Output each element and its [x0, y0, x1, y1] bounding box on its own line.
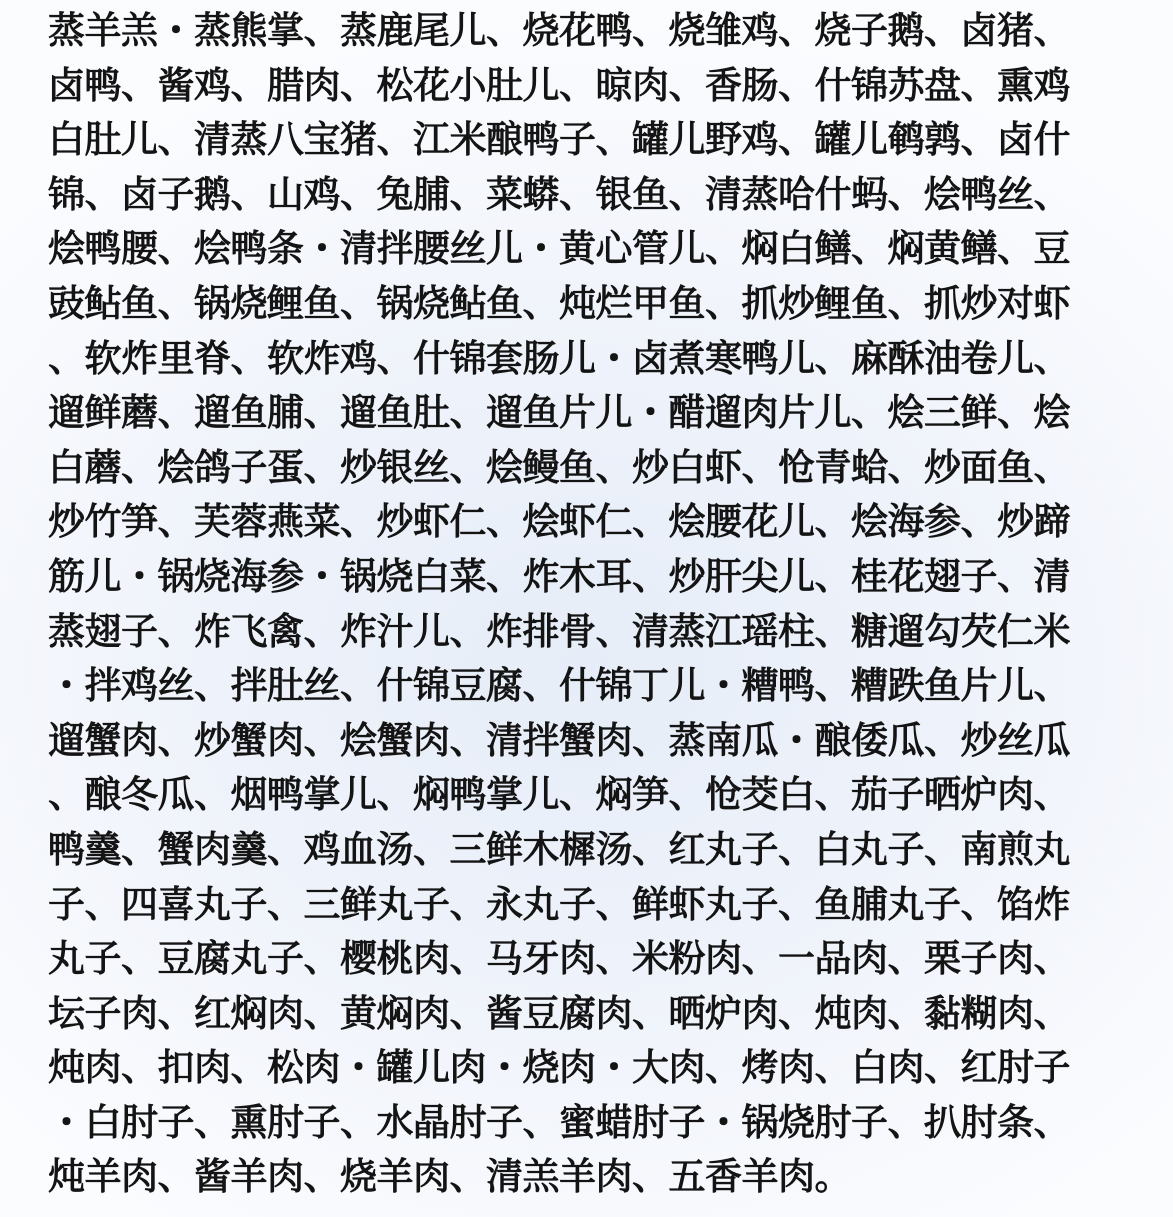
- text-line: 白蘑、烩鸽子蛋、炒银丝、烩鳗鱼、炒白虾、怆青蛤、炒面鱼、: [48, 445, 1070, 489]
- text-line: 、软炸里脊、软炸鸡、什锦套肠儿・卤煮寒鸭儿、麻酥油卷儿、: [48, 336, 1070, 380]
- dish-list-text: [48, 4, 1128, 1205]
- text-line: ・白肘子、熏肘子、水晶肘子、蜜蜡肘子・锅烧肘子、扒肘条、: [48, 1100, 1070, 1144]
- text-line: 丸子、豆腐丸子、樱桃肉、马牙肉、米粉肉、一品肉、栗子肉、: [48, 937, 1070, 981]
- text-line: 子、四喜丸子、三鲜丸子、永丸子、鲜虾丸子、鱼脯丸子、馅炸: [48, 882, 1070, 926]
- text-line: 坛子肉、红焖肉、黄焖肉、酱豆腐肉、晒炉肉、炖肉、黏糊肉、: [48, 991, 1070, 1035]
- text-line: 蒸翅子、炸飞禽、炸汁儿、炸排骨、清蒸江瑶柱、糖遛勾芡仁米: [48, 609, 1070, 653]
- text-line: 遛蟹肉、炒蟹肉、烩蟹肉、清拌蟹肉、蒸南瓜・酿倭瓜、炒丝瓜: [48, 718, 1070, 762]
- text-line: 炖肉、扣肉、松肉・罐儿肉・烧肉・大肉、烤肉、白肉、红肘子: [48, 1046, 1070, 1090]
- text-line: 烩鸭腰、烩鸭条・清拌腰丝儿・黄心管儿、焖白鳝、焖黄鳝、豆: [48, 227, 1070, 271]
- text-line: 、酿冬瓜、烟鸭掌儿、焖鸭掌儿、焖笋、怆茭白、茄子晒炉肉、: [48, 773, 1070, 817]
- text-line: 遛鲜蘑、遛鱼脯、遛鱼肚、遛鱼片儿・醋遛肉片儿、烩三鲜、烩: [48, 391, 1070, 435]
- text-line: ・拌鸡丝、拌肚丝、什锦豆腐、什锦丁儿・糟鸭、糟跌鱼片儿、: [48, 664, 1070, 708]
- text-line: 豉鲇鱼、锅烧鲤鱼、锅烧鲇鱼、炖烂甲鱼、抓炒鲤鱼、抓炒对虾: [48, 281, 1070, 325]
- text-line: 白肚儿、清蒸八宝猪、江米酿鸭子、罐儿野鸡、罐儿鹌鹑、卤什: [48, 118, 1070, 162]
- text-line: 炒竹笋、芙蓉燕菜、炒虾仁、烩虾仁、烩腰花儿、烩海参、炒蹄: [48, 500, 1070, 544]
- text-line: 蒸羊羔・蒸熊掌、蒸鹿尾儿、烧花鸭、烧雏鸡、烧子鹅、卤猪、: [48, 9, 1070, 52]
- text-line: 锦、卤子鹅、山鸡、兔脯、菜蟒、银鱼、清蒸哈什蚂、烩鸭丝、: [48, 172, 1070, 216]
- text-line: 筋儿・锅烧海参・锅烧白菜、炸木耳、炒肝尖儿、桂花翅子、清: [48, 554, 1070, 598]
- text-line: 鸭羹、蟹肉羹、鸡血汤、三鲜木樨汤、红丸子、白丸子、南煎丸: [48, 827, 1070, 871]
- text-line: 卤鸭、酱鸡、腊肉、松花小肚儿、晾肉、香肠、什锦苏盘、熏鸡: [48, 63, 1070, 107]
- text-line: 炖羊肉、酱羊肉、烧羊肉、清羔羊肉、五香羊肉。: [48, 1155, 851, 1199]
